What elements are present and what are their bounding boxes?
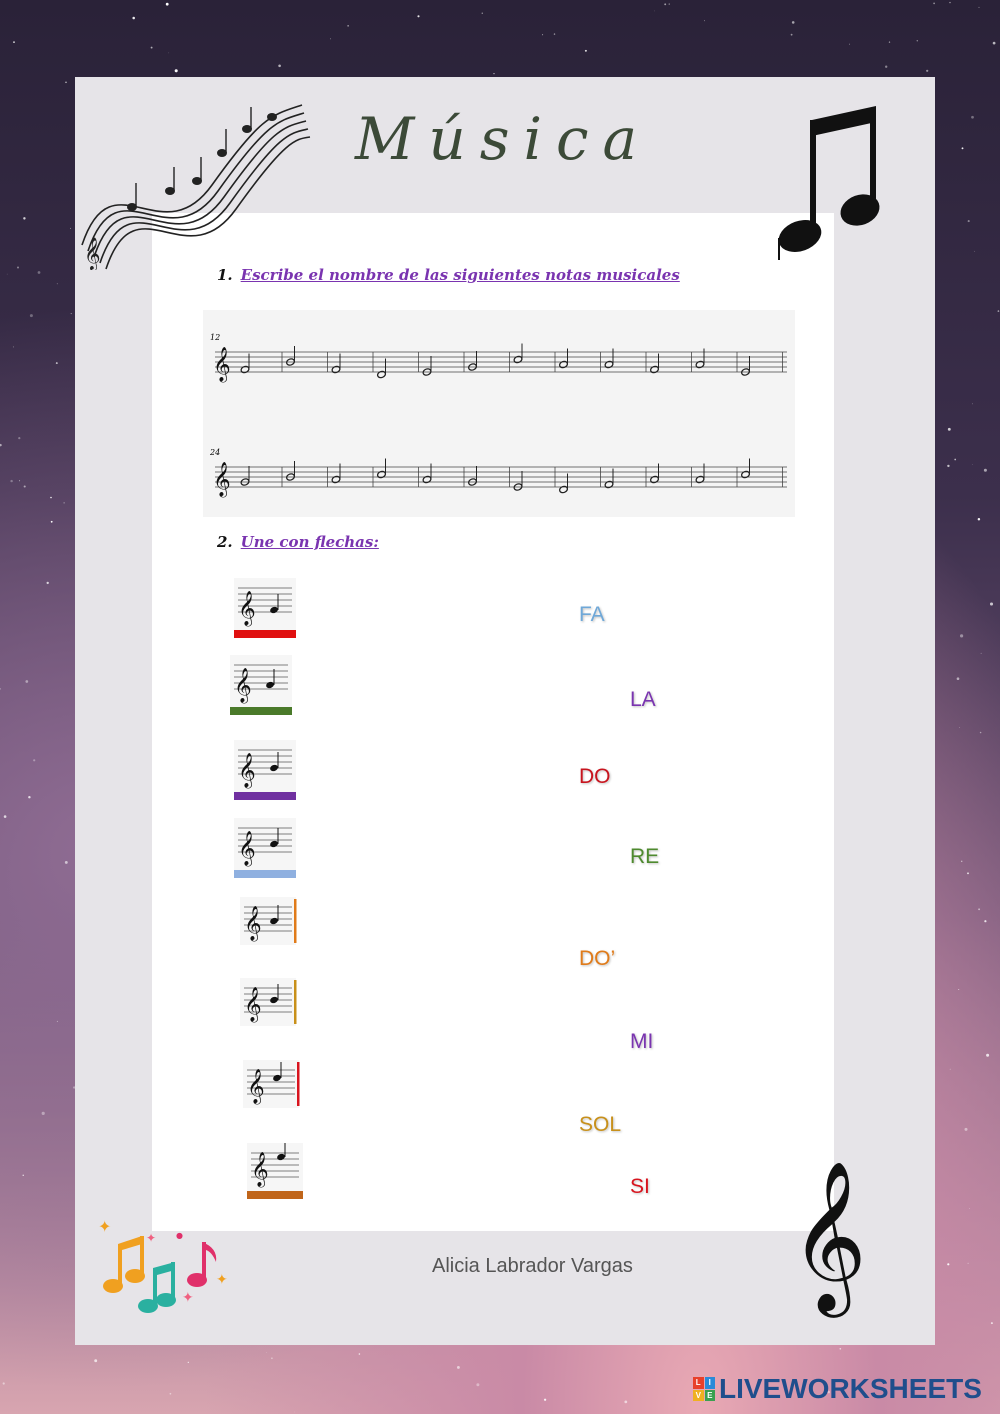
answer-word-sol[interactable]: SOL <box>579 1113 622 1136</box>
half-note-head <box>604 360 614 368</box>
author-name: Alicia Labrador Vargas <box>432 1255 633 1277</box>
answer-word-do-high[interactable]: DO’ <box>579 947 616 970</box>
treble-clef-icon: 𝄞 <box>790 1159 867 1311</box>
svg-text:𝄞: 𝄞 <box>244 906 262 941</box>
question-2-number: 2. <box>217 533 233 551</box>
eighth-notes-icon <box>772 100 887 265</box>
half-note-head <box>650 475 660 483</box>
svg-text:✦: ✦ <box>98 1218 112 1236</box>
half-note-head <box>559 485 569 493</box>
half-note-head <box>377 370 387 378</box>
staff-1-measure-number: 12 <box>210 333 221 342</box>
note-card[interactable] <box>240 897 300 961</box>
svg-text:𝄞: 𝄞 <box>251 1152 269 1187</box>
staff-lines <box>203 310 795 517</box>
half-note-head <box>695 360 705 368</box>
svg-text:𝄞: 𝄞 <box>234 668 252 703</box>
treble-clef-glyph: 𝄞 <box>213 347 231 382</box>
treble-clef-glyph: 𝄞 <box>213 462 231 497</box>
question-2-text: Une con flechas: <box>240 533 379 551</box>
note-card[interactable] <box>240 978 300 1042</box>
question-1-title <box>217 266 680 284</box>
half-note-head <box>695 475 705 483</box>
question-1-number: 1. <box>217 266 233 284</box>
liveworksheets-brand[interactable] <box>693 1374 982 1404</box>
question-2-title <box>217 533 379 551</box>
svg-text:✦: ✦ <box>216 1272 228 1288</box>
answer-word-fa[interactable]: FA <box>579 603 605 626</box>
svg-text:✦: ✦ <box>146 1231 157 1245</box>
music-staff-icon <box>72 95 312 270</box>
half-note-head <box>240 365 250 373</box>
svg-text:𝄞: 𝄞 <box>247 1069 265 1104</box>
answer-word-mi[interactable]: MI <box>630 1030 654 1053</box>
svg-text:𝄞: 𝄞 <box>238 831 256 866</box>
note-card[interactable] <box>234 740 300 808</box>
question-1-text: Escribe el nombre de las siguientes notas musicales <box>240 266 680 284</box>
page-title: Música <box>355 105 652 173</box>
svg-text:𝄞: 𝄞 <box>84 237 101 270</box>
note-card[interactable] <box>230 655 296 723</box>
half-note-head <box>377 470 387 478</box>
half-note-head <box>650 365 660 373</box>
svg-text:𝄞: 𝄞 <box>238 753 256 788</box>
half-note-head <box>331 475 341 483</box>
svg-text:●: ● <box>176 1231 183 1240</box>
colorful-notes-icon <box>98 1218 233 1318</box>
half-note-head <box>741 470 751 478</box>
half-note-head <box>331 365 341 373</box>
answer-word-do[interactable]: DO <box>579 765 611 788</box>
svg-text:✦: ✦ <box>182 1290 194 1306</box>
music-staves-box <box>203 310 795 517</box>
answer-word-la[interactable]: LA <box>630 688 656 711</box>
half-note-head <box>559 360 569 368</box>
note-card[interactable] <box>234 578 300 646</box>
staff-2-measure-number: 24 <box>210 448 221 457</box>
note-card[interactable] <box>247 1143 307 1207</box>
liveworksheets-logo-icon: L I V E <box>693 1377 715 1401</box>
half-note-head <box>604 480 614 488</box>
note-card[interactable] <box>234 818 300 886</box>
half-note-head <box>513 355 523 363</box>
answer-word-re[interactable]: RE <box>630 845 660 868</box>
brand-text: LIVEWORKSHEETS <box>719 1373 982 1404</box>
svg-text:𝄞: 𝄞 <box>238 591 256 626</box>
note-card[interactable] <box>243 1060 303 1124</box>
answer-word-si[interactable]: SI <box>630 1175 650 1198</box>
svg-text:𝄞: 𝄞 <box>244 987 262 1022</box>
half-note-head <box>422 475 432 483</box>
